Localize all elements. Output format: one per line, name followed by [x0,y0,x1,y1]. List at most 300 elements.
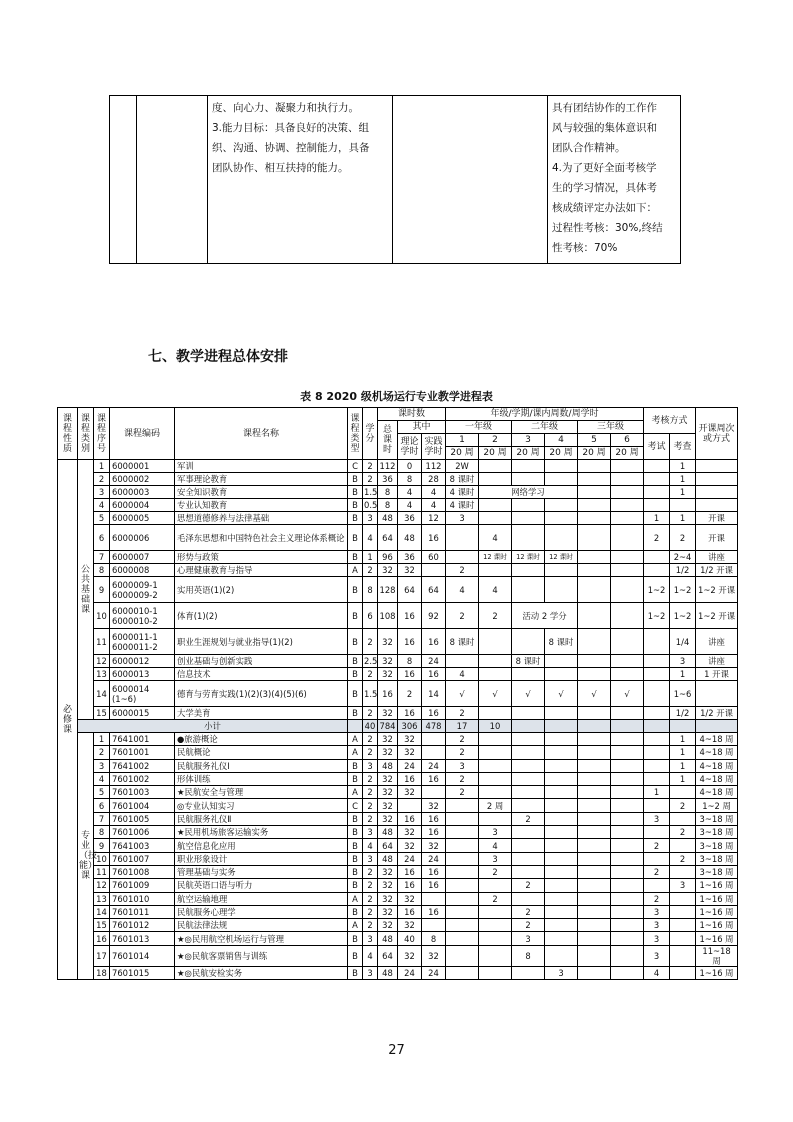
course-name: 大学美育 [175,707,348,720]
semester-6-cell [611,486,644,499]
semester-4-cell [545,668,578,681]
semester-4-cell: 3 [545,966,578,979]
open-weeks-cell: 3~18 周 [696,865,738,878]
semester-5-cell [578,966,611,979]
course-practice-hours: 16 [422,668,446,681]
open-weeks-cell: 3~18 周 [696,812,738,825]
course-code-line: 6000010-2 [112,615,158,626]
continuation-cell-blank-1 [110,96,137,264]
course-credit: 4 [363,945,378,966]
semester-2-cell: 2 [479,865,512,878]
course-seq: 17 [94,945,110,966]
course-type: B [348,826,363,839]
course-code-line: 7601003 [112,787,150,798]
course-credit: 3 [363,932,378,945]
semester-5-cell [578,707,611,720]
semester-6-cell [611,945,644,966]
check-cell: 1 [670,512,696,525]
course-credit: 2 [363,812,378,825]
course-credit: 3 [363,826,378,839]
course-theory-hours: 32 [398,892,422,905]
semester-4-cell [545,865,578,878]
check-cell [670,812,696,825]
semester-5-cell [578,473,611,486]
semester-1-cell: 2 [446,746,479,759]
semester-1-cell: 8 课时 [446,629,479,655]
course-code [110,852,175,865]
course-total-hours: 48 [378,966,398,979]
course-total-hours: 128 [378,577,398,603]
course-name: 民航法律法规 [175,919,348,932]
exam-cell [644,733,670,746]
check-cell [670,945,696,966]
course-total-hours: 32 [378,629,398,655]
check-cell: 2 [670,799,696,812]
semester-4-cell [545,839,578,852]
check-cell [670,786,696,799]
exam-cell [644,564,670,577]
semester-1-cell [446,812,479,825]
course-total-hours: 8 [378,486,398,499]
table-row [58,945,738,966]
course-credit: 2 [363,865,378,878]
semester-2-cell [479,879,512,892]
assessment-cell [548,96,681,264]
semester-2-cell [479,945,512,966]
table-row [58,932,738,945]
semester-6-cell [611,629,644,655]
semester-3-cell: 2 [512,905,545,918]
course-type: A [348,786,363,799]
exam-cell [644,473,670,486]
course-code-line: 7601009 [112,880,150,891]
header-weeks: 20 周 [446,447,479,460]
check-cell: 1 [670,759,696,772]
open-weeks-cell: 1~2 开课 [696,577,738,603]
text-line: 生的学习情况，具体考 [552,182,657,194]
semester-4-cell [545,945,578,966]
course-type: A [348,733,363,746]
course-code [110,839,175,852]
semester-3-cell: 12 课时 [512,551,545,564]
text-line: 团队合作精神。 [552,142,626,154]
course-credit: 2 [363,892,378,905]
check-cell: 1/2 [670,564,696,577]
exam-cell: 2 [644,892,670,905]
course-name: 民航服务礼仪Ⅰ [175,759,348,772]
semester-6-cell [611,892,644,905]
semester-1-cell: 2W [446,460,479,473]
semester-1-cell: 4 [446,668,479,681]
semester-4-cell [545,564,578,577]
course-code-line: 7601014 [112,950,150,961]
course-code [110,486,175,499]
table-row [58,919,738,932]
semester-6-cell [611,966,644,979]
semester-4-cell [545,826,578,839]
semester-6-cell [611,473,644,486]
table-row [58,865,738,878]
course-type: A [348,564,363,577]
header-weeks: 20 周 [512,447,545,460]
semester-4-cell [545,932,578,945]
exam-cell [644,799,670,812]
header-theory: 理论学时 [398,434,422,460]
course-seq: 7 [94,551,110,564]
header-course-nature: 课程性质 [58,408,78,460]
check-cell: 1/2 [670,707,696,720]
exam-cell [644,746,670,759]
semester-1-cell [446,852,479,865]
course-credit: 2 [363,746,378,759]
table-row [58,577,738,603]
course-credit: 3 [363,512,378,525]
course-theory-hours: 24 [398,852,422,865]
course-code-line: 6000011-1 [112,631,158,642]
semester-2-cell [479,746,512,759]
check-cell [670,865,696,878]
exam-cell [644,655,670,668]
course-code-line: 7601015 [112,967,150,978]
subtotal-semester-5 [578,720,611,733]
semester-4-cell [545,772,578,785]
course-total-hours: 32 [378,892,398,905]
course-seq: 11 [94,865,110,878]
semester-3-cell [512,668,545,681]
table-row [58,525,738,551]
header-course-name: 课程名称 [175,408,348,460]
semester-5-cell [578,577,611,603]
course-code-line: 6000002 [112,474,150,484]
course-total-hours: 32 [378,772,398,785]
course-practice-hours: 16 [422,812,446,825]
semester-1-cell [446,892,479,905]
course-practice-hours [422,564,446,577]
course-total-hours: 32 [378,865,398,878]
exam-cell: 3 [644,932,670,945]
course-credit: 4 [363,839,378,852]
semester-3-cell [512,759,545,772]
course-credit: 2 [363,733,378,746]
semester-4-cell [545,812,578,825]
course-name: 航空运输地理 [175,892,348,905]
open-weeks-cell: 讲座 [696,629,738,655]
header-sem-5: 5 [578,434,611,447]
open-weeks-cell: 4~18 周 [696,746,738,759]
course-practice-hours: 4 [422,499,446,512]
course-theory-hours: 32 [398,746,422,759]
check-cell [670,919,696,932]
course-total-hours: 64 [378,839,398,852]
header-grade-span: 年级/学期/课内周数/周学时 [446,408,644,421]
open-weeks-cell [696,460,738,473]
semester-5-cell [578,746,611,759]
check-cell: 1 [670,473,696,486]
course-practice-hours: 60 [422,551,446,564]
semester-5-cell [578,551,611,564]
table-row [58,772,738,785]
text-line: 核成绩评定办法如下： [552,202,657,214]
semester-3-cell: 2 [512,879,545,892]
course-total-hours: 32 [378,707,398,720]
semester-1-cell: 4 [446,577,479,603]
semester-2-cell: 3 [479,852,512,865]
semester-1-cell [446,966,479,979]
course-theory-hours: 32 [398,733,422,746]
semester-4-cell: 8 课时 [545,629,578,655]
semester-6-cell [611,707,644,720]
course-code [110,629,175,655]
semester-5-cell [578,865,611,878]
semester-2-cell [479,668,512,681]
course-code [110,759,175,772]
course-total-hours: 32 [378,905,398,918]
course-total-hours: 32 [378,655,398,668]
course-code [110,551,175,564]
semester-2-cell [479,919,512,932]
course-total-hours: 64 [378,945,398,966]
table-row [58,733,738,746]
semester-2-4-span-cell: 网络学习 [479,486,578,499]
course-code-line: 7641003 [112,840,150,851]
course-type: B [348,668,363,681]
course-name: ◎专业认知实习 [175,799,348,812]
exam-cell: 2 [644,865,670,878]
course-practice-hours: 28 [422,473,446,486]
course-seq: 14 [94,905,110,918]
semester-3-cell [512,826,545,839]
table-row [58,826,738,839]
continuation-cell-blank-2 [137,96,208,264]
check-cell: 1 [670,733,696,746]
course-name: 形势与政策 [175,551,348,564]
course-code-line: 6000015 [112,708,150,718]
table-row [58,603,738,629]
course-seq: 9 [94,577,110,603]
semester-4-cell [545,577,578,603]
semester-6-cell [611,839,644,852]
exam-cell [644,826,670,839]
semester-6-cell [611,772,644,785]
course-code-line: 6000004 [112,500,150,510]
required-course-label: 必修课 [58,460,78,980]
semester-1-cell [446,839,479,852]
schedule-table [57,407,738,980]
course-total-hours: 48 [378,932,398,945]
continuation-cell-blank-3 [393,96,548,264]
semester-5-cell [578,812,611,825]
semester-1-cell: 2 [446,786,479,799]
table-row [58,905,738,918]
course-type: B [348,945,363,966]
semester-2-cell [479,812,512,825]
table-row [58,839,738,852]
subtotal-theory-hours: 306 [398,720,422,733]
course-theory-hours: 32 [398,826,422,839]
course-type: B [348,655,363,668]
course-total-hours: 48 [378,852,398,865]
course-code [110,668,175,681]
open-weeks-cell: 开课 [696,512,738,525]
course-code-line: 7601002 [112,774,150,785]
course-type: A [348,892,363,905]
header-sem-1: 1 [446,434,479,447]
check-cell [670,905,696,918]
course-seq: 13 [94,668,110,681]
course-theory-hours: 4 [398,499,422,512]
check-cell [670,966,696,979]
course-type: B [348,512,363,525]
course-code-line: 7601004 [112,800,150,811]
check-cell: 1 [670,486,696,499]
open-weeks-cell: 1~16 周 [696,879,738,892]
semester-2-cell [479,707,512,720]
semester-4-cell [545,786,578,799]
semester-4-cell [545,733,578,746]
open-weeks-cell: 1~16 周 [696,892,738,905]
semester-1-cell [446,879,479,892]
text-line: 具有团结协作的工作作 [552,102,657,114]
course-theory-hours: 32 [398,839,422,852]
exam-cell: 1~2 [644,603,670,629]
course-name: 民航服务礼仪Ⅱ [175,812,348,825]
semester-3-cell [512,772,545,785]
semester-1-cell: 3 [446,759,479,772]
course-theory-hours: 4 [398,486,422,499]
semester-4-cell [545,525,578,551]
course-practice-hours: 112 [422,460,446,473]
semester-3-cell [512,852,545,865]
semester-2-cell: 2 [479,892,512,905]
course-type: B [348,812,363,825]
course-practice-hours: 8 [422,932,446,945]
course-credit: 0.5 [364,500,378,510]
subtotal-total-hours: 784 [379,721,396,731]
open-weeks-cell: 3~18 周 [696,852,738,865]
table-row [58,460,738,473]
check-cell: 1~2 [670,603,696,629]
check-cell: 1/4 [670,629,696,655]
course-code [110,892,175,905]
semester-3-cell [512,707,545,720]
semester-5-cell [578,603,611,629]
course-type: B [348,551,363,564]
course-credit: 8 [363,577,378,603]
exam-cell [644,772,670,785]
subtotal-semester-2: 10 [479,720,512,733]
course-code-line: 6000006 [112,532,150,543]
course-theory-hours: 2 [398,681,422,707]
semester-3-cell [512,499,545,512]
semester-6-cell [611,603,644,629]
text-line: 4.为了更好全面考核学 [552,162,657,174]
semester-6-cell [611,564,644,577]
semester-4-cell [545,499,578,512]
header-exam-mode: 考核方式 [644,408,696,434]
exam-cell: 2 [644,839,670,852]
text-line: 度、向心力、凝聚力和执行力。 [212,102,359,114]
course-type: A [348,746,363,759]
course-credit: 2 [363,629,378,655]
semester-1-cell [446,905,479,918]
course-name: 职业生涯规划与就业指导(1)(2) [175,629,348,655]
exam-cell [644,852,670,865]
header-year-3: 三年级 [578,421,644,434]
course-seq: 5 [94,512,110,525]
header-year-1: 一年级 [446,421,512,434]
header-year-2: 二年级 [512,421,578,434]
semester-6-cell: √ [611,681,644,707]
check-cell: 2 [670,826,696,839]
course-credit: 2 [363,668,378,681]
header-course-category: 课程类别 [78,408,94,460]
semester-2-cell [479,932,512,945]
semester-4-cell [545,892,578,905]
course-type: B [348,473,363,486]
course-practice-hours: 32 [422,799,446,812]
course-name: ★◎民用航空机场运行与管理 [175,932,348,945]
header-among: 其中 [398,421,446,434]
course-practice-hours: 24 [422,759,446,772]
course-name: 形体训练 [175,772,348,785]
course-seq: 10 [94,852,110,865]
open-weeks-cell: 1~2 周 [696,799,738,812]
course-total-hours: 16 [378,681,398,707]
semester-1-cell [446,945,479,966]
subtotal-credit: 40 [363,720,378,733]
header-sem-4: 4 [545,434,578,447]
course-name: 航空信息化应用 [175,839,348,852]
course-code [110,879,175,892]
subtotal-label: 小计 [78,720,348,733]
semester-5-cell [578,839,611,852]
semester-1-cell: 8 课时 [446,473,479,486]
course-total-hours: 48 [378,759,398,772]
course-code [110,746,175,759]
course-code-line: 6000001 [112,461,150,471]
table-row [58,786,738,799]
text-line: 团队协作、相互扶持的能力。 [212,162,349,174]
semester-1-cell: √ [446,681,479,707]
check-cell: 3 [670,655,696,668]
semester-2-cell: √ [479,681,512,707]
open-weeks-cell: 4~18 周 [696,786,738,799]
semester-1-cell: 2 [446,603,479,629]
course-code [110,826,175,839]
course-credit: 4 [363,525,378,551]
course-total-hours: 36 [378,473,398,486]
course-seq: 9 [94,839,110,852]
semester-5-cell [578,460,611,473]
exam-cell: 3 [644,945,670,966]
course-code [110,966,175,979]
course-type: B [348,759,363,772]
course-theory-hours [398,799,422,812]
course-seq: 15 [94,919,110,932]
semester-6-cell [611,460,644,473]
subtotal-type [348,720,363,733]
course-code [110,733,175,746]
table-row [58,629,738,655]
course-practice-hours: 16 [422,707,446,720]
course-code [110,564,175,577]
course-code-line: (1~6) [112,693,137,704]
course-practice-hours [422,919,446,932]
course-credit: 1 [363,551,378,564]
header-sem-6: 6 [611,434,644,447]
open-weeks-cell: 1~16 周 [696,932,738,945]
check-cell [670,892,696,905]
